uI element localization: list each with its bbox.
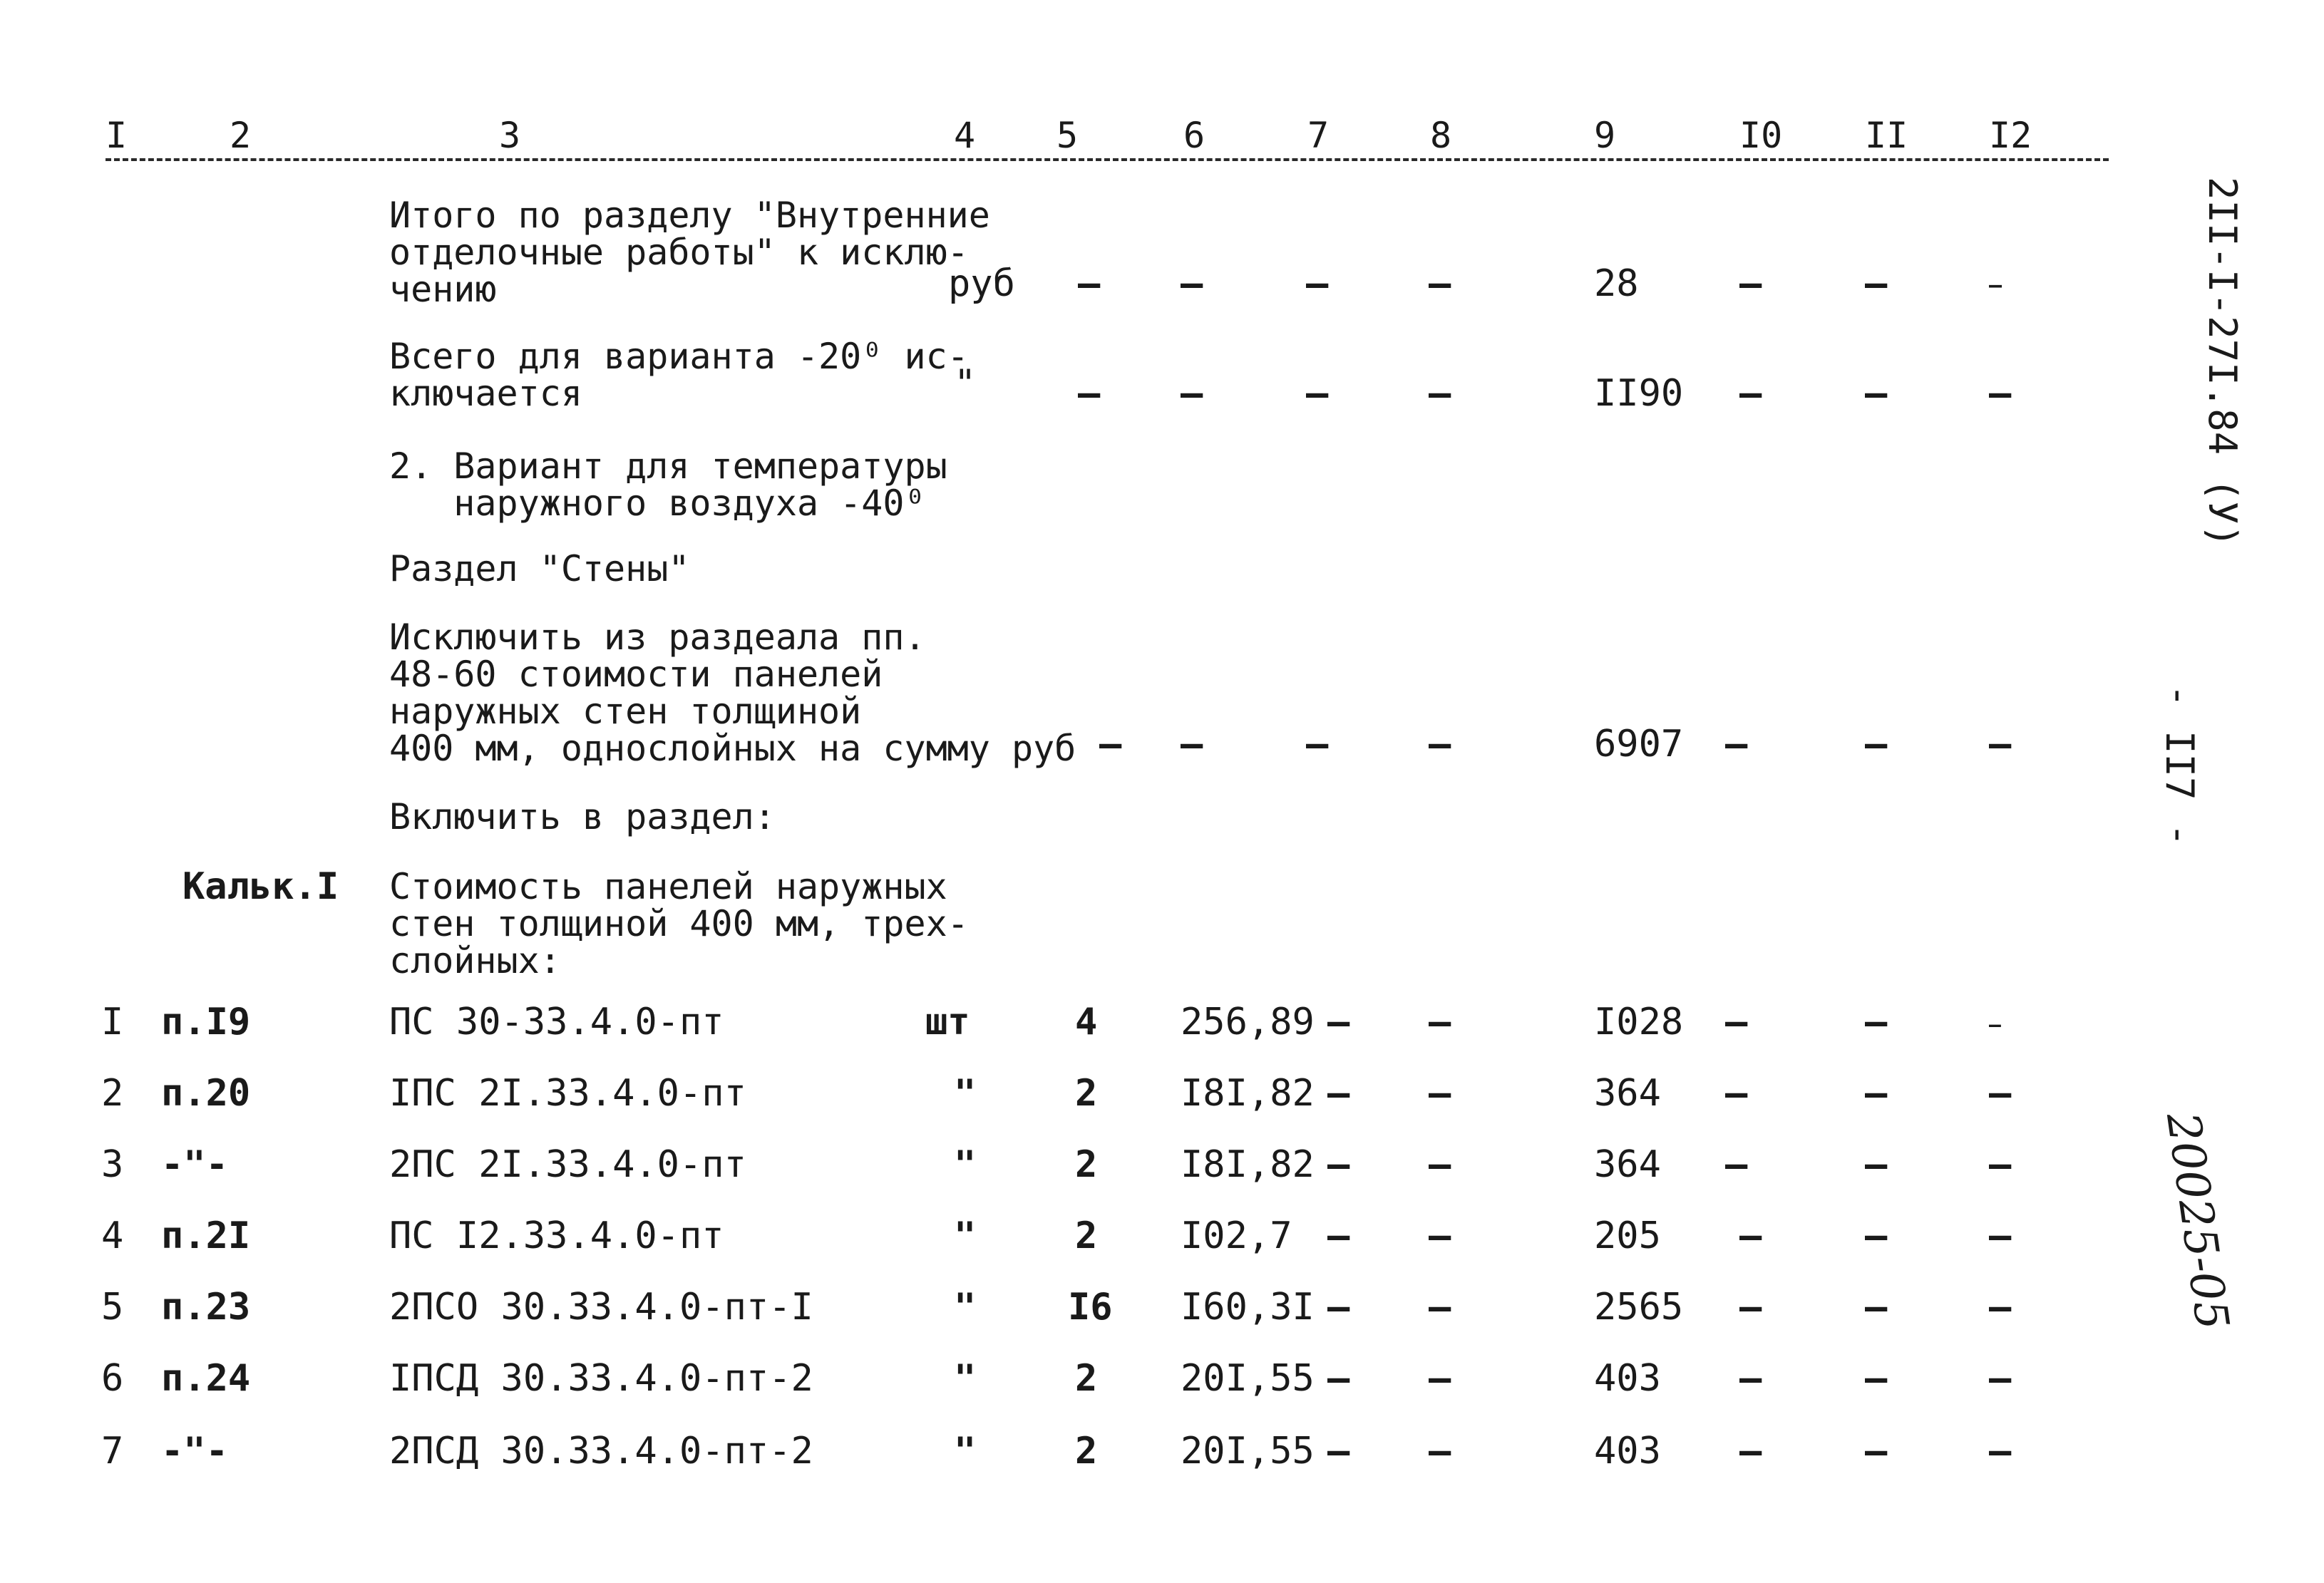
dash: –	[1989, 1286, 2012, 1329]
row-number: 4	[101, 1215, 124, 1257]
text-line: Исключить из раздеала пп.	[389, 617, 926, 658]
ditto-mark: "	[954, 1430, 977, 1473]
row-total: 364	[1594, 1072, 1661, 1115]
text-line: 48-60 стоимости панелей	[389, 654, 883, 695]
exclude-amount: 6907	[1594, 723, 1684, 765]
dash: –	[1181, 262, 1203, 305]
row-number: 2	[101, 1072, 124, 1115]
dash: –	[1429, 1430, 1451, 1473]
col-header-10: I0	[1739, 115, 1783, 156]
row-price: I8I,82	[1181, 1143, 1315, 1186]
dash: –	[1989, 1357, 2012, 1400]
col-header-5: 5	[1056, 115, 1079, 156]
row-name: 2ПСО 30.33.4.0-пт-I	[389, 1286, 813, 1329]
row-ref: -"-	[161, 1430, 228, 1473]
dash: –	[1865, 1143, 1888, 1186]
dash: –	[1989, 273, 2002, 298]
row-name: IПС 2I.33.4.0-пт	[389, 1072, 746, 1115]
total-variant-amount: II90	[1594, 372, 1684, 415]
dash: –	[1327, 1072, 1350, 1115]
text-line: Всего для варианта -20⁰ ис-	[389, 336, 969, 377]
text-line: Стоимость панелей наружных	[389, 866, 947, 907]
text-line: ключается	[389, 373, 582, 414]
dash: –	[1989, 372, 2012, 415]
col-header-12: I2	[1989, 115, 2032, 156]
col-header-2: 2	[230, 115, 252, 156]
dash: –	[1306, 372, 1329, 415]
row-ref: п.24	[161, 1357, 251, 1400]
exclude-text	[389, 619, 1076, 767]
row-price: 20I,55	[1181, 1357, 1315, 1400]
total-internal-amount: 28	[1594, 262, 1639, 305]
row-total: 205	[1594, 1215, 1661, 1257]
row-unit: шт	[925, 1001, 970, 1043]
row-qty: 2	[1075, 1357, 1098, 1400]
dash: –	[1725, 1072, 1748, 1115]
row-number: I	[101, 1001, 124, 1043]
row-price: 256,89	[1181, 1001, 1315, 1043]
dash: –	[1865, 1357, 1888, 1400]
row-name: IПСД 30.33.4.0-пт-2	[389, 1357, 813, 1400]
section-walls: Раздел "Стены"	[389, 548, 690, 589]
dash: –	[1429, 1215, 1451, 1257]
text-line: 2. Вариант для температуры	[389, 445, 947, 487]
calc-ref: Кальк.I	[182, 865, 339, 908]
col-header-3: 3	[499, 115, 521, 156]
dash: –	[1181, 372, 1203, 415]
ditto-mark: "	[954, 1215, 977, 1257]
dash: –	[1725, 723, 1748, 765]
dash: –	[1725, 1143, 1748, 1186]
row-total: 403	[1594, 1430, 1661, 1473]
row-name: 2ПСД 30.33.4.0-пт-2	[389, 1430, 813, 1473]
col-header-6: 6	[1183, 115, 1205, 156]
dash: –	[1865, 723, 1888, 765]
calc-text	[389, 868, 969, 979]
dash: –	[1306, 723, 1329, 765]
text-line: 400 мм, однослойных на сумму руб	[389, 728, 1076, 769]
row-qty: I6	[1068, 1286, 1113, 1329]
row-total: I028	[1594, 1001, 1684, 1043]
col-header-9: 9	[1594, 115, 1616, 156]
row-name: ПС 30-33.4.0-пт	[389, 1001, 724, 1043]
dash: –	[1739, 262, 1762, 305]
dash: –	[1865, 1430, 1888, 1473]
document-code: 2II-I-27I.84 (У)	[2200, 177, 2245, 548]
row-price: 20I,55	[1181, 1430, 1315, 1473]
dash: –	[1865, 1001, 1888, 1043]
row-ref: п.2I	[161, 1215, 251, 1257]
include-heading: Включить в раздел:	[389, 796, 776, 837]
dash: –	[1865, 1215, 1888, 1257]
dash: –	[1865, 1286, 1888, 1329]
row-qty: 2	[1075, 1430, 1098, 1473]
row-total: 2565	[1594, 1286, 1684, 1329]
dash: –	[1739, 1286, 1762, 1329]
dash: –	[1327, 1286, 1350, 1329]
dash: –	[1327, 1357, 1350, 1400]
page-number: - II7 -	[2157, 684, 2202, 847]
col-header-11: II	[1865, 115, 1908, 156]
dash: –	[1429, 262, 1451, 305]
text-line: слойных:	[389, 940, 561, 981]
dash: –	[1327, 1430, 1350, 1473]
row-number: 6	[101, 1357, 124, 1400]
row-qty: 2	[1075, 1143, 1098, 1186]
text-line: наружных стен толщиной	[389, 691, 862, 732]
dash: –	[1429, 1001, 1451, 1043]
dash: –	[1078, 262, 1101, 305]
ditto-mark: "	[954, 1143, 977, 1186]
row-total: 403	[1594, 1357, 1661, 1400]
dash: –	[1739, 1357, 1762, 1400]
dash: –	[1725, 1001, 1748, 1043]
row-ref: п.20	[161, 1072, 251, 1115]
row-price: I8I,82	[1181, 1072, 1315, 1115]
text-line: Итого по разделу "Внутренние	[389, 195, 990, 236]
text-line: отделочные работы" к исклю-	[389, 232, 969, 273]
col-header-8: 8	[1430, 115, 1452, 156]
dash: –	[1429, 723, 1451, 765]
ditto-mark: "	[954, 362, 977, 405]
dash: –	[1989, 1013, 2001, 1036]
row-ref: -"-	[161, 1143, 228, 1186]
row-number: 3	[101, 1143, 124, 1186]
dash: –	[1739, 1215, 1762, 1257]
dash: –	[1989, 723, 2012, 765]
row-ref: п.I9	[161, 1001, 251, 1043]
dash: –	[1739, 372, 1762, 415]
dash: –	[1429, 1143, 1451, 1186]
dash: –	[1327, 1001, 1350, 1043]
row-qty: 4	[1075, 1001, 1098, 1043]
variant2-heading	[389, 445, 947, 524]
row-name: ПС I2.33.4.0-пт	[389, 1215, 724, 1257]
dash: –	[1099, 723, 1122, 765]
ditto-mark: "	[954, 1072, 977, 1115]
ditto-mark: "	[954, 1286, 977, 1329]
col-header-1: I	[106, 115, 128, 156]
dash: –	[1306, 262, 1329, 305]
dash: –	[1429, 1072, 1451, 1115]
row-number: 5	[101, 1286, 124, 1329]
ditto-mark: "	[954, 1357, 977, 1400]
header-divider	[106, 158, 2109, 161]
total-internal-text	[389, 197, 990, 308]
text-line: наружного воздуха -40⁰	[389, 483, 926, 524]
total-internal-unit: руб	[948, 262, 1015, 305]
dash: –	[1865, 372, 1888, 415]
text-line: стен толщиной 400 мм, трех-	[389, 903, 969, 944]
row-total: 364	[1594, 1143, 1661, 1186]
row-price: I02,7	[1181, 1215, 1292, 1257]
col-header-4: 4	[954, 115, 976, 156]
dash: –	[1865, 262, 1888, 305]
handwritten-stamp: 20025-05	[2156, 1109, 2238, 1334]
dash: –	[1327, 1143, 1350, 1186]
row-qty: 2	[1075, 1215, 1098, 1257]
row-qty: 2	[1075, 1072, 1098, 1115]
dash: –	[1739, 1430, 1762, 1473]
dash: –	[1327, 1215, 1350, 1257]
row-price: I60,3I	[1181, 1286, 1315, 1329]
row-number: 7	[101, 1430, 124, 1473]
dash: –	[1429, 372, 1451, 415]
text-line: чению	[389, 269, 497, 310]
dash: –	[1989, 1215, 2012, 1257]
dash: –	[1989, 1143, 2012, 1186]
dash: –	[1429, 1357, 1451, 1400]
dash: –	[1865, 1072, 1888, 1115]
dash: –	[1989, 1430, 2012, 1473]
row-name: 2ПС 2I.33.4.0-пт	[389, 1143, 746, 1186]
total-variant-text	[389, 338, 969, 412]
row-ref: п.23	[161, 1286, 251, 1329]
dash: –	[1429, 1286, 1451, 1329]
dash: –	[1989, 1072, 2012, 1115]
col-header-7: 7	[1307, 115, 1330, 156]
dash: –	[1078, 372, 1101, 415]
dash: –	[1181, 723, 1203, 765]
